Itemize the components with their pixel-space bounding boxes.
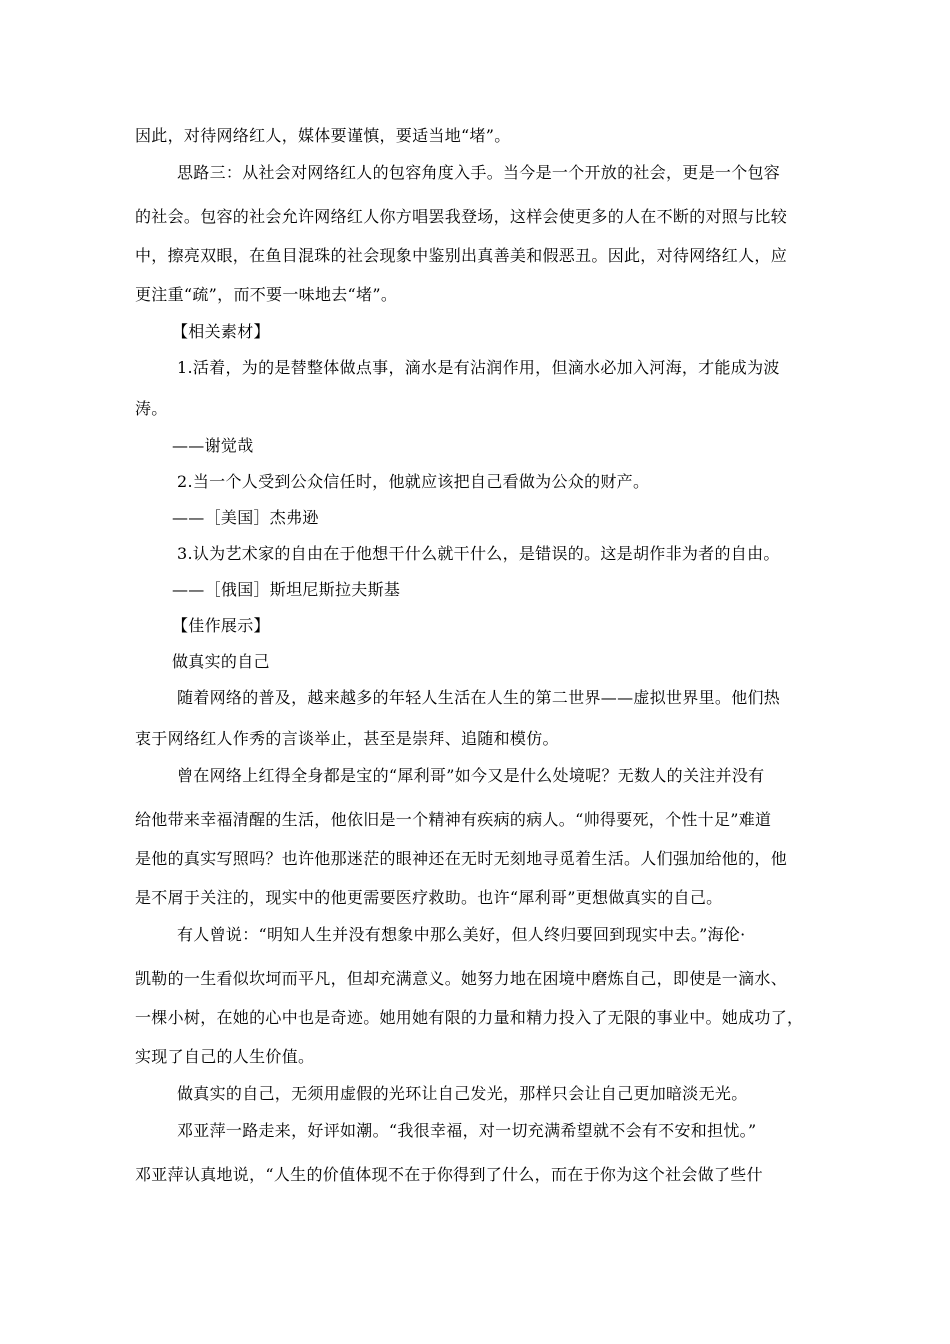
paragraph-line: 凯勒的一生看似坎坷而平凡，但却充满意义。她努力地在困境中磨炼自己，即使是一滴水、 <box>135 969 788 988</box>
paragraph-line: 曾在网络上红得全身都是宝的“犀利哥”如今又是什么处境呢？无数人的关注并没有 <box>177 766 765 785</box>
quote-line: 涛。 <box>135 399 168 418</box>
paragraph-line: 衷于网络红人作秀的言谈举止，甚至是崇拜、追随和模仿。 <box>135 729 559 748</box>
quote-line: 2.当一个人受到公众信任时，他就应该把自己看做为公众的财产。 <box>177 472 650 491</box>
quote-attribution: ——［俄国］斯坦尼斯拉夫斯基 <box>172 580 401 599</box>
paragraph-line: 因此，对待网络红人，媒体要谨慎，要适当地“堵”。 <box>135 126 511 145</box>
paragraph-line: 思路三：从社会对网络红人的包容角度入手。当今是一个开放的社会，更是一个包容 <box>177 163 781 182</box>
paragraph-line: 邓亚萍认真地说，“人生的价值体现不在于你得到了什么，而在于你为这个社会做了些什 <box>135 1165 763 1184</box>
paragraph-line: 随着网络的普及，越来越多的年轻人生活在人生的第二世界——虚拟世界里。他们热 <box>177 688 781 707</box>
essay-title: 做真实的自己 <box>172 652 270 671</box>
paragraph-line: 的社会。包容的社会允许网络红人你方唱罢我登场，这样会使更多的人在不断的对照与比较 <box>135 207 788 226</box>
paragraph-line: 做真实的自己，无须用虚假的光环让自己发光，那样只会让自己更加暗淡无光。 <box>177 1084 748 1103</box>
paragraph-line: 是不屑于关注的，现实中的他更需要医疗救助。也许“犀利哥”更想做真实的自己。 <box>135 888 723 907</box>
paragraph-line: 中，擦亮双眼，在鱼目混珠的社会现象中鉴别出真善美和假恶丑。因此，对待网络红人，应 <box>135 246 788 265</box>
paragraph-line: 实现了自己的人生价值。 <box>135 1047 315 1066</box>
paragraph-line: 有人曾说：“明知人生并没有想象中那么美好，但人终归要回到现实中去。”海伦· <box>177 925 746 944</box>
paragraph-line: 更注重“疏”，而不要一味地去“堵”。 <box>135 285 398 304</box>
quote-line: 3.认为艺术家的自由在于他想干什么就干什么，是错误的。这是胡作非为者的自由。 <box>177 544 780 563</box>
section-heading: 【佳作展示】 <box>172 616 270 635</box>
quote-attribution: ——谢觉哉 <box>172 436 254 455</box>
quote-attribution: ——［美国］杰弗逊 <box>172 508 319 527</box>
section-heading: 【相关素材】 <box>172 322 270 341</box>
paragraph-line: 邓亚萍一路走来，好评如潮。“我很幸福，对一切充满希望就不会有不安和担忧。” <box>177 1121 757 1140</box>
paragraph-line: 是他的真实写照吗？也许他那迷茫的眼神还在无时无刻地寻觅着生活。人们强加给他的，他 <box>135 849 788 868</box>
paragraph-line: 给他带来幸福清醒的生活，他依旧是一个精神有疾病的病人。“帅得要死，个性十足”难道 <box>135 810 772 829</box>
quote-line: 1.活着，为的是替整体做点事，滴水是有沾润作用，但滴水必加入河海，才能成为波 <box>177 358 780 377</box>
paragraph-line: 一棵小树，在她的心中也是奇迹。她用她有限的力量和精力投入了无限的事业中。她成功了， <box>135 1008 804 1027</box>
